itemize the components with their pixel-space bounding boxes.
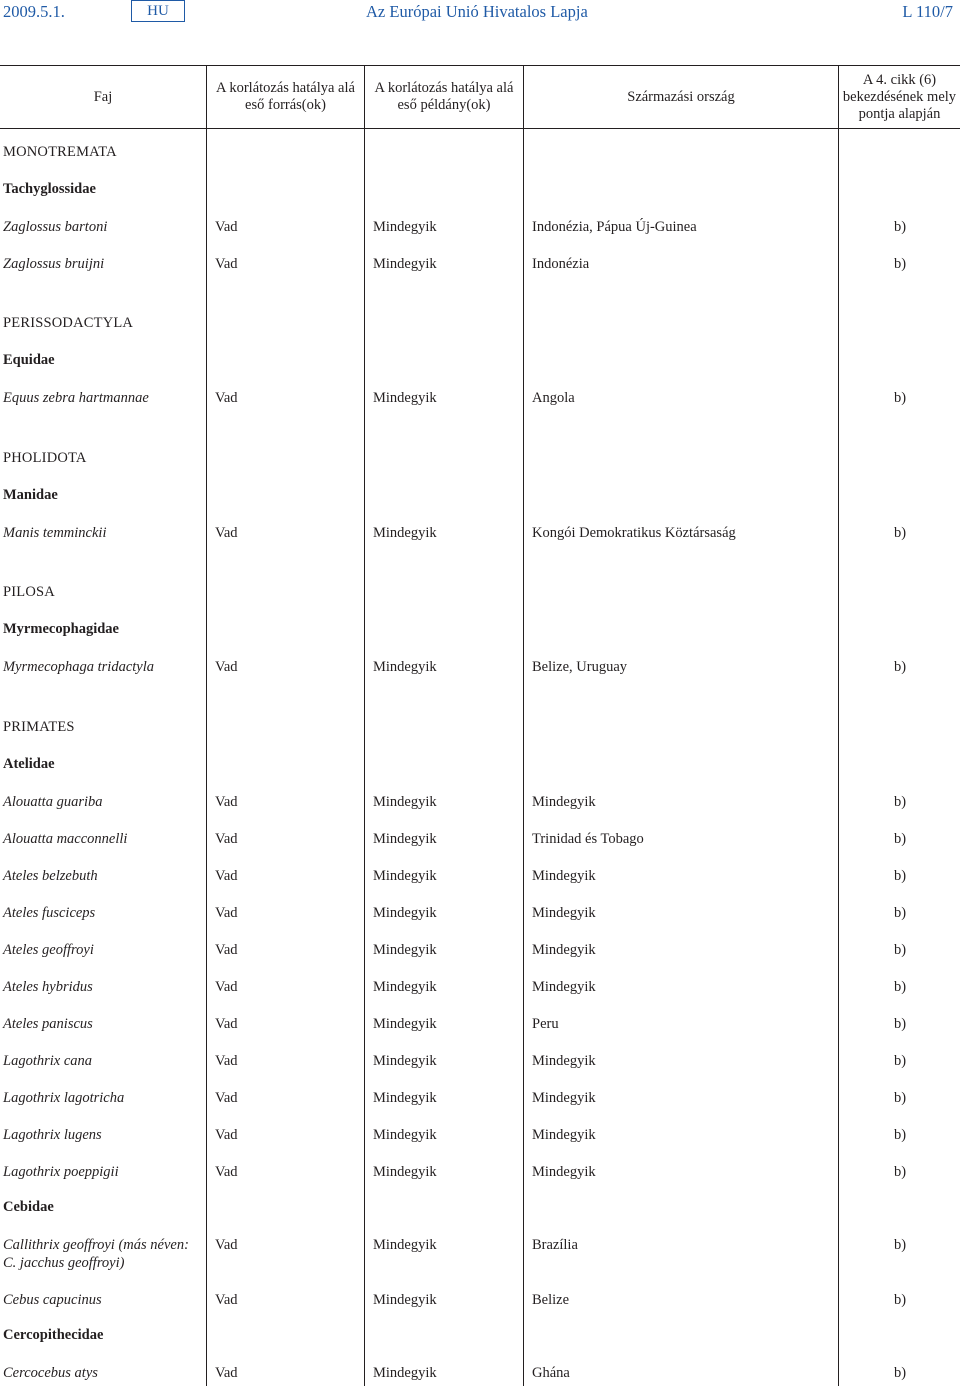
basis-cell: b) bbox=[894, 1292, 907, 1308]
species-name: Cercocebus atys bbox=[3, 1365, 98, 1381]
basis-cell: b) bbox=[894, 942, 907, 958]
species-name: Callithrix geoffroyi (más néven: C. jacchus geoffroyi) bbox=[3, 1237, 189, 1271]
language-badge: HU bbox=[131, 0, 185, 22]
specimens-cell: Mindegyik bbox=[373, 905, 437, 921]
country-cell: Belize bbox=[532, 1292, 570, 1308]
species-name: Cebus capucinus bbox=[3, 1292, 102, 1308]
family-heading: Atelidae bbox=[3, 756, 55, 772]
country-cell: Mindegyik bbox=[532, 868, 596, 884]
specimens-cell: Mindegyik bbox=[373, 831, 437, 847]
specimens-cell: Mindegyik bbox=[373, 1053, 437, 1069]
country-cell: Belize, Uruguay bbox=[532, 659, 628, 675]
country-cell: Ghána bbox=[532, 1365, 570, 1381]
column-header-country: Származási ország bbox=[627, 88, 735, 105]
basis-cell: b) bbox=[894, 256, 907, 272]
source-cell: Vad bbox=[215, 905, 238, 921]
publication-date: 2009.5.1. bbox=[3, 2, 65, 21]
basis-cell: b) bbox=[894, 979, 907, 995]
specimens-cell: Mindegyik bbox=[373, 1365, 437, 1381]
specimens-cell: Mindegyik bbox=[373, 219, 437, 235]
source-cell: Vad bbox=[215, 868, 238, 884]
basis-cell: b) bbox=[894, 905, 907, 921]
basis-cell: b) bbox=[894, 219, 907, 235]
basis-cell: b) bbox=[894, 1090, 907, 1106]
source-cell: Vad bbox=[215, 256, 238, 272]
basis-cell: b) bbox=[894, 1016, 907, 1032]
country-cell: Brazília bbox=[532, 1237, 578, 1253]
specimens-cell: Mindegyik bbox=[373, 979, 437, 995]
species-name: Lagothrix lagotricha bbox=[3, 1090, 125, 1106]
source-cell: Vad bbox=[215, 1237, 238, 1253]
source-cell: Vad bbox=[215, 942, 238, 958]
country-cell: Mindegyik bbox=[532, 1090, 596, 1106]
basis-cell: b) bbox=[894, 1127, 907, 1143]
basis-cell: b) bbox=[894, 1365, 907, 1381]
country-cell: Mindegyik bbox=[532, 1053, 596, 1069]
family-heading: Cercopithecidae bbox=[3, 1327, 104, 1343]
column-header-species: Faj bbox=[93, 88, 113, 105]
column-header-specimens: A korlátozás hatálya alá eső példány(ok) bbox=[374, 80, 514, 113]
page-header bbox=[0, 0, 960, 28]
source-cell: Vad bbox=[215, 1127, 238, 1143]
species-name: Alouatta guariba bbox=[3, 794, 103, 810]
country-cell: Mindegyik bbox=[532, 1127, 596, 1143]
specimens-cell: Mindegyik bbox=[373, 1237, 437, 1253]
table-header-rule bbox=[0, 128, 960, 129]
basis-cell: b) bbox=[894, 868, 907, 884]
source-cell: Vad bbox=[215, 1365, 238, 1381]
species-name: Alouatta macconnelli bbox=[3, 831, 128, 847]
specimens-cell: Mindegyik bbox=[373, 525, 437, 541]
family-heading: Myrmecophagidae bbox=[3, 621, 119, 637]
species-name: Lagothrix lugens bbox=[3, 1127, 102, 1143]
column-divider bbox=[364, 66, 365, 1386]
source-cell: Vad bbox=[215, 1016, 238, 1032]
column-header-basis: A 4. cikk (6) bekezdésének mely pontja alapján bbox=[842, 71, 957, 122]
column-divider bbox=[523, 66, 524, 1386]
basis-cell: b) bbox=[894, 1164, 907, 1180]
country-cell: Peru bbox=[532, 1016, 559, 1032]
species-name: Equus zebra hartmannae bbox=[3, 390, 149, 406]
country-cell: Mindegyik bbox=[532, 794, 596, 810]
species-name: Zaglossus bruijni bbox=[3, 256, 105, 272]
source-cell: Vad bbox=[215, 1292, 238, 1308]
specimens-cell: Mindegyik bbox=[373, 794, 437, 810]
family-heading: Equidae bbox=[3, 352, 55, 368]
basis-cell: b) bbox=[894, 831, 907, 847]
basis-cell: b) bbox=[894, 794, 907, 810]
column-header-source: A korlátozás hatálya alá eső forrás(ok) bbox=[216, 80, 355, 113]
family-heading: Cebidae bbox=[3, 1199, 54, 1215]
species-name: Lagothrix poeppigii bbox=[3, 1164, 119, 1180]
basis-cell: b) bbox=[894, 1053, 907, 1069]
species-name: Ateles belzebuth bbox=[3, 868, 98, 884]
specimens-cell: Mindegyik bbox=[373, 390, 437, 406]
species-name: Zaglossus bartoni bbox=[3, 219, 108, 235]
family-heading: Tachyglossidae bbox=[3, 181, 96, 197]
family-heading: Manidae bbox=[3, 487, 58, 503]
species-name: Ateles geoffroyi bbox=[3, 942, 94, 958]
specimens-cell: Mindegyik bbox=[373, 1016, 437, 1032]
source-cell: Vad bbox=[215, 794, 238, 810]
country-cell: Kongói Demokratikus Köztársaság bbox=[532, 525, 736, 541]
species-name: Myrmecophaga tridactyla bbox=[3, 659, 155, 675]
source-cell: Vad bbox=[215, 1164, 238, 1180]
specimens-cell: Mindegyik bbox=[373, 1127, 437, 1143]
column-divider bbox=[838, 66, 839, 1386]
country-cell: Indonézia, Pápua Új-Guinea bbox=[532, 219, 697, 235]
country-cell: Mindegyik bbox=[532, 942, 596, 958]
order-heading: PERISSODACTYLA bbox=[3, 315, 134, 331]
page-number: L 110/7 bbox=[902, 2, 953, 21]
specimens-cell: Mindegyik bbox=[373, 868, 437, 884]
country-cell: Mindegyik bbox=[532, 905, 596, 921]
source-cell: Vad bbox=[215, 1053, 238, 1069]
order-heading: PRIMATES bbox=[3, 719, 75, 735]
species-name: Lagothrix cana bbox=[3, 1053, 93, 1069]
source-cell: Vad bbox=[215, 979, 238, 995]
country-cell: Mindegyik bbox=[532, 979, 596, 995]
source-cell: Vad bbox=[215, 831, 238, 847]
order-heading: PILOSA bbox=[3, 584, 55, 600]
basis-cell: b) bbox=[894, 659, 907, 675]
basis-cell: b) bbox=[894, 390, 907, 406]
specimens-cell: Mindegyik bbox=[373, 1164, 437, 1180]
specimens-cell: Mindegyik bbox=[373, 256, 437, 272]
source-cell: Vad bbox=[215, 525, 238, 541]
column-divider bbox=[206, 66, 207, 1386]
country-cell: Trinidad és Tobago bbox=[532, 831, 644, 847]
order-heading: PHOLIDOTA bbox=[3, 450, 87, 466]
specimens-cell: Mindegyik bbox=[373, 942, 437, 958]
source-cell: Vad bbox=[215, 1090, 238, 1106]
basis-cell: b) bbox=[894, 525, 907, 541]
species-name: Ateles paniscus bbox=[3, 1016, 93, 1032]
country-cell: Indonézia bbox=[532, 256, 590, 272]
specimens-cell: Mindegyik bbox=[373, 659, 437, 675]
journal-title: Az Európai Unió Hivatalos Lapja bbox=[366, 2, 588, 21]
country-cell: Angola bbox=[532, 390, 575, 406]
source-cell: Vad bbox=[215, 659, 238, 675]
source-cell: Vad bbox=[215, 219, 238, 235]
species-name: Manis temminckii bbox=[3, 525, 107, 541]
species-name: Ateles fusciceps bbox=[3, 905, 96, 921]
specimens-cell: Mindegyik bbox=[373, 1292, 437, 1308]
specimens-cell: Mindegyik bbox=[373, 1090, 437, 1106]
order-heading: MONOTREMATA bbox=[3, 144, 117, 160]
source-cell: Vad bbox=[215, 390, 238, 406]
country-cell: Mindegyik bbox=[532, 1164, 596, 1180]
basis-cell: b) bbox=[894, 1237, 907, 1253]
species-name: Ateles hybridus bbox=[3, 979, 93, 995]
